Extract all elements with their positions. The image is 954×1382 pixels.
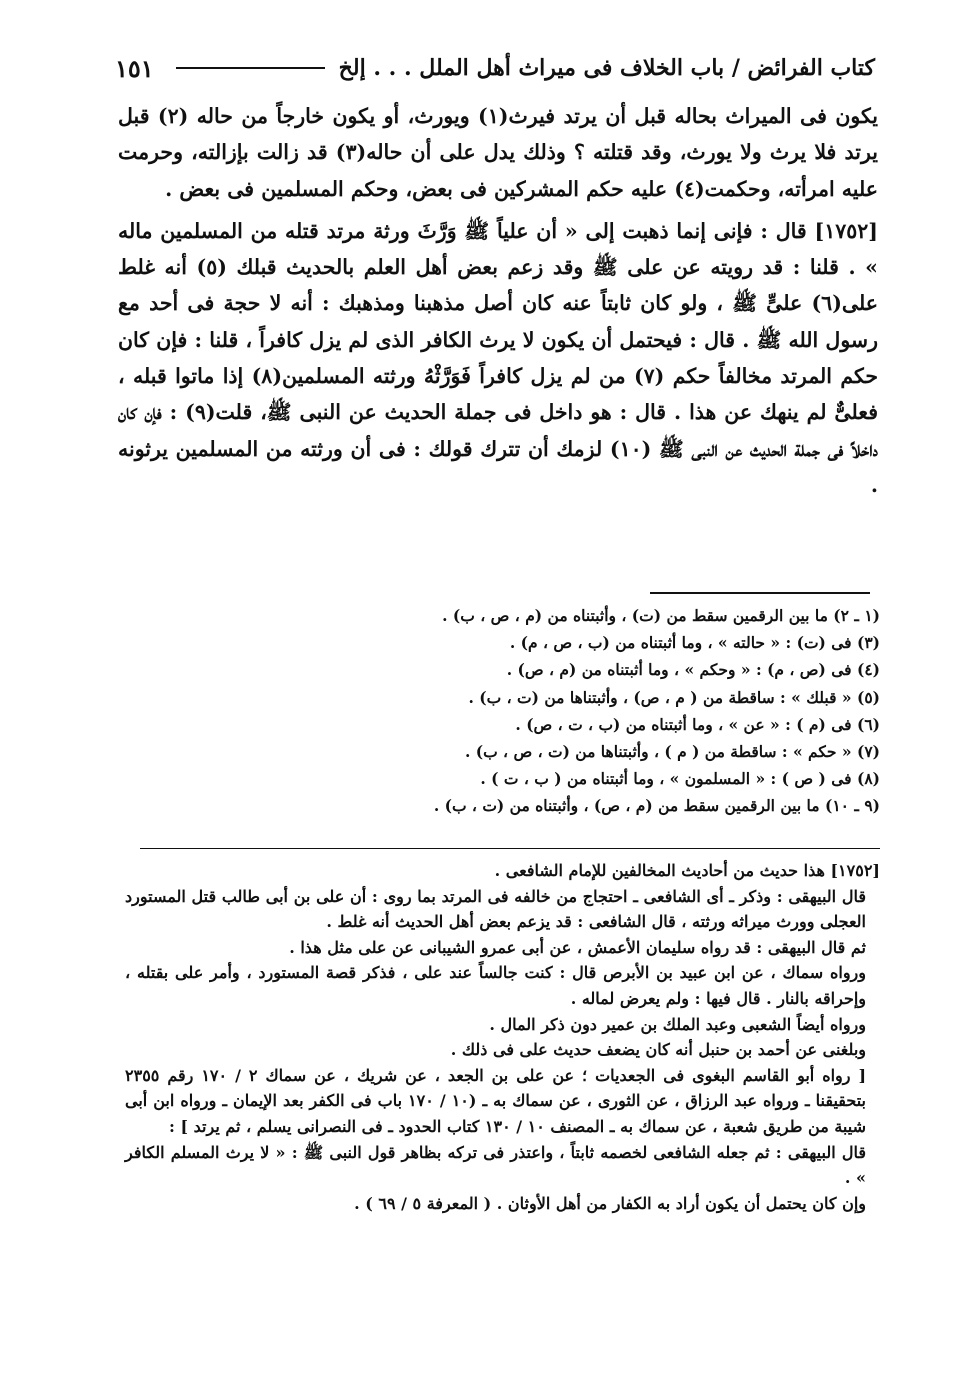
notes-heading: [١٧٥٢] هذا حديث من أحاديث المخالفين للإمام الشافعى . <box>494 861 880 880</box>
header-title: كتاب الفرائض / باب الخلاف فى ميراث أهل الملل . . . إلخ <box>338 55 875 81</box>
footnote: (٧) « حكم » : ساقطة من ( م ) ، وأثبتناها من (ت ، ص ، ب) . <box>464 742 880 762</box>
footnote: (٦) فى (م ) : « عن » ، وما أثبتناه من (ب ، ت ، ص) . <box>515 714 880 734</box>
footnote-rule <box>650 592 870 594</box>
note-line: [ رواه أبو القاسم البغوى فى الجعديات ؛ عن على بن الجعد ، عن شريك ، عن سماك ٢ / ١٧٠ رقم ٢٣٥٥ بتحقيقنا ـ ورواه عبد الرزاق ، عن الثورى ، عن سماك به ـ (١٠ / ١٧٠ باب فى الكفر بعد الإيمان ـ ورواه ابن أبى شيبة من طريق شعبة ، عن سماك به ـ المصنف ١٠ / ١٣٠ كتاب الحدود ـ فى النصرانى يسلم ، ثم يرتد ] : <box>125 1065 867 1136</box>
note-line: وإن كان يحتمل أن يكون أراد به الكفار من أهل الأوثان . ( المعرفة ٥ / ٦٩ ) . <box>354 1193 866 1213</box>
note-line: قال البيهقى : ثم جعله الشافعى لخصمه ثابتاً ، واعتذر فى تركه بظاهر قول النبى ﷺ : « لا يرث المسلم الكافر » . <box>125 1142 866 1188</box>
note-line: وبلغنى عن أحمد بن حنبل أنه كان يضعف حديث على فى ذلك . <box>450 1040 866 1060</box>
note-line: ورواه سماك ، عن ابن عبيد بن الأبرص قال : كنت جالساً عند على ، فذكر قصة المستورد ، وأمر على بقتله ، وإحراقه بالنار . قال فيها : ولم يعرض لماله . <box>125 963 866 1008</box>
footnote: (٤) فى (ص ، م) : « وحكم » ، وما أثبتناه من (م ، ص) . <box>506 660 880 680</box>
note-line: ثم قال البيهقى : قد رواه سليمان الأعمش ، عن أبى عمرو الشيبانى عن على مثل هذا . <box>289 937 866 957</box>
note-line: ورواه أيضاً الشعبى وعبد الملك بن عمير دون ذكر المال . <box>489 1014 866 1034</box>
header-rule <box>176 67 325 69</box>
footnote: (٣) فى (ت) : « حالته » ، وما أثبتناه من (ب ، ص ، م) . <box>509 633 880 653</box>
footnote: (١ ـ ٢) ما بين الرقمين سقط من (ت) ، وأثبتناه من (م ، ص ، ب) . <box>442 606 880 625</box>
main-paragraph: [١٧٥٢] قال : فإنى إنما ذهبت إلى « أن علياً ﷺ وَرَّثَ ورثة مرتد قتله من المسلمين ماله » . قلنا : قد رويته عن على ﷺ وقد زعم بعض أهل العلم بالحديث قبلك (٥) أنه غلط على(٦) علىٍّ ﷺ ، ولو كان ثابتاً عنه كان أصل مذهبنا ومذهبك : أنه لا حجة فى أحد مع رسول الله ﷺ . قال : فيحتمل أن يكون لا يرث الكافر الذى لم يزل كافراً ، قلنا : فإن كان حكم المرتد مخالفاً حكم (٧) من لم يزل كافراً فَوَرَّثْهُ ورثته المسلمين(٨) إذا ماتوا قبله ، فعلىٌّ لم ينهك عن هذا . قال : هو داخل فى جملة الحديث عن النبى ﷺ، قلت(٩) : فإن كان داخلاً فى جملة الحديث عن النبى ﷺ (١٠) لزمك أن تترك قولك : فى أن ورثته من المسلمين يرثونه . <box>118 218 879 497</box>
running-header <box>115 48 875 88</box>
footnote: (٩ ـ ١٠) ما بين الرقمين سقط من (م ، ص) ، وأثبتناه من (ت ، ب) . <box>433 796 880 816</box>
footnote: (٥) « قبلك » : ساقطة من ( م ، ص) ، وأثبتناها من (ت ، ب) . <box>468 687 880 707</box>
main-paragraph: يكون فى الميراث بحاله قبل أن يرتد فيرث(١) ويورث، أو يكون خارجاً من حاله (٢) قبل يرتد فلا يرث ولا يورث، وقد قتلته ؟ وذلك يدل على أن حاله(٣) قد زالت بإزالته، وحرمت عليه امرأته، وحكمت(٤) عليه حكم المشركين فى بعض، وحكم المسلمين فى بعض . <box>118 104 879 201</box>
footnote: (٨) فى ( ص ) : « المسلمون » ، وما أثبتناه من ( ب ، ت ) . <box>480 769 880 789</box>
page-number: ١٥١ <box>115 53 154 83</box>
note-line: قال البيهقى : وذكر ـ أى الشافعى ـ احتجاج من خالفه فى المرتد بما روى : أن على بن أبى طالب قتل المستورد العجلى وورث ميراثه ورثته ، قال الشافعى : قد يزعم بعض أهل الحديث أنه غلط . <box>125 886 867 932</box>
notes-separator <box>140 848 880 849</box>
commentary-notes <box>125 858 880 1216</box>
main-text <box>118 98 878 503</box>
footnotes <box>330 602 880 820</box>
